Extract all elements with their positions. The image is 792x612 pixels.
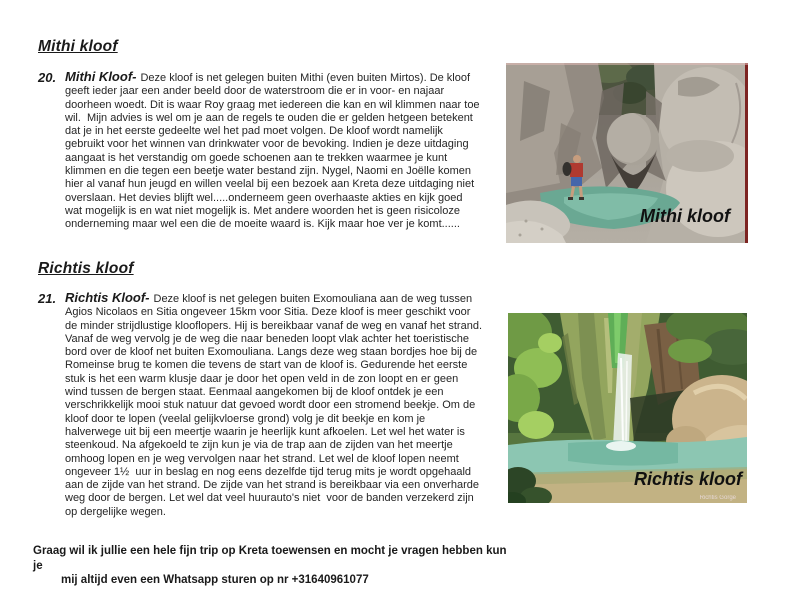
mithi-gorge-photo-illustration	[506, 63, 748, 243]
photo-caption-mithi: Mithi kloof	[640, 206, 730, 226]
item-title-mithi: Mithi Kloof-	[65, 69, 137, 84]
item-title-richtis: Richtis Kloof-	[65, 290, 150, 305]
paragraph-richtis	[65, 290, 486, 519]
item-body-richtis: Deze kloof is net gelegen buiten Exomouliana aan de weg tussen Agios Nicolaos en Sitia ongeveer 15km voor Sitia. Deze kloof is meer geschikt voor de minder strijdlustige klooflopers. Hij is bereikbaar vanaf de weg en vanaf het strand. Vanaf de weg vervolg je de weg die naar beneden loopt vlak achter het toeristische bord over de kloof net buiten Exomouliana. Langs deze weg staan bordjes hoe bij de Romeinse brug te komen die tevens de start van de kloof is. Gedurende het eerste stuk is het een warm klusje daar je door het open veld in de zon loopt en er geen wind tussen de bergen staat. Eenmaal aangekomen bij de kloof ontdek je een verschrikkelijk mooi stuk natuur dat gevoed wordt door een stromend beekje. Om de kloof door te lopen (veelal gelijkvloerse grond) volg je dit beekje en kom je halverwege uit bij een meertje waarin je heerlijk kunt afkoelen. Let wel het water is steenkoud. Na afgekoeld te zijn kun je via de trap aan de zijden van het meertje omhoog lopen en je weg vervolgen naar het strand. Let wel de kloof lopen neemt ongeveer 1½ uur in beslag en nog eens dezelfde tijd terug mits je wordt opgehaald aan de zijde van het strand. De zijde van het strand is bereikbaar via een onverharde weg door de bergen. Let wel dat veel huurauto's niet voor de banden verzekerd zijn op dergelijke wegen.	[65, 293, 486, 518]
photo-watermark-richtis: Richtis Gorge	[699, 495, 736, 501]
list-number: 21.	[38, 291, 57, 306]
paragraph-mithi	[65, 70, 482, 232]
section-heading-richtis: Richtis kloof	[38, 260, 134, 277]
photo-red-edge	[745, 63, 748, 243]
richtis-gorge-photo-illustration	[508, 313, 747, 503]
section-heading-mithi: Mithi kloof	[38, 38, 118, 55]
list-item-20	[38, 70, 482, 232]
photo-richtis-gorge	[508, 313, 747, 503]
photo-caption-richtis: Richtis kloof	[633, 469, 742, 489]
list-item-21	[38, 290, 486, 519]
closing-note	[33, 544, 519, 588]
closing-note-line2: mij altijd even een Whatsapp sturen op nr +31640961077	[61, 574, 369, 586]
item-body-mithi: Deze kloof is net gelegen buiten Mithi (even buiten Mirtos). De kloof geeft ieder jaar een ander beeld door de waterstroom die er in voor- en najaar doorheen woedt. Dit is waar Roy graag met iedereen die kan en wil klimmen naar toe wil. Mijn advies is wel om je aan de regels te ouden die er gelden hetgeen betekent dat je in het eerste gedeelte wel het pad moet volgen. De kloof wordt namelijk gebruikt voor het winnen van drinkwater voor de bevoking. Indien je deze uitdaging aangaat is het verstandig om goede schoenen aan te trekken waarmee je kunt klimmen en die tegen een beetje water bestand zijn. Nygel, Naomi en Joëlle komen hier al vanaf hun jeugd en willen veelal bij een bezoek aan Kreta deze uitdaging niet overslaan. Het devies blijft wel.....onderneem geen overhaaste akties en kijk goed wat mogelijk is en wat niet mogelijk is. Met andere woorden het is geen risicoloze onderneming maar wel een die de moeite waard is. Kijk maar hoe ver je komt......	[65, 72, 483, 231]
photo-mithi-gorge	[506, 63, 748, 243]
closing-note-line1: Graag wil ik jullie een hele fijn trip op Kreta toewensen en mocht je vragen hebben kun je	[33, 545, 507, 572]
list-number: 20.	[38, 70, 57, 85]
